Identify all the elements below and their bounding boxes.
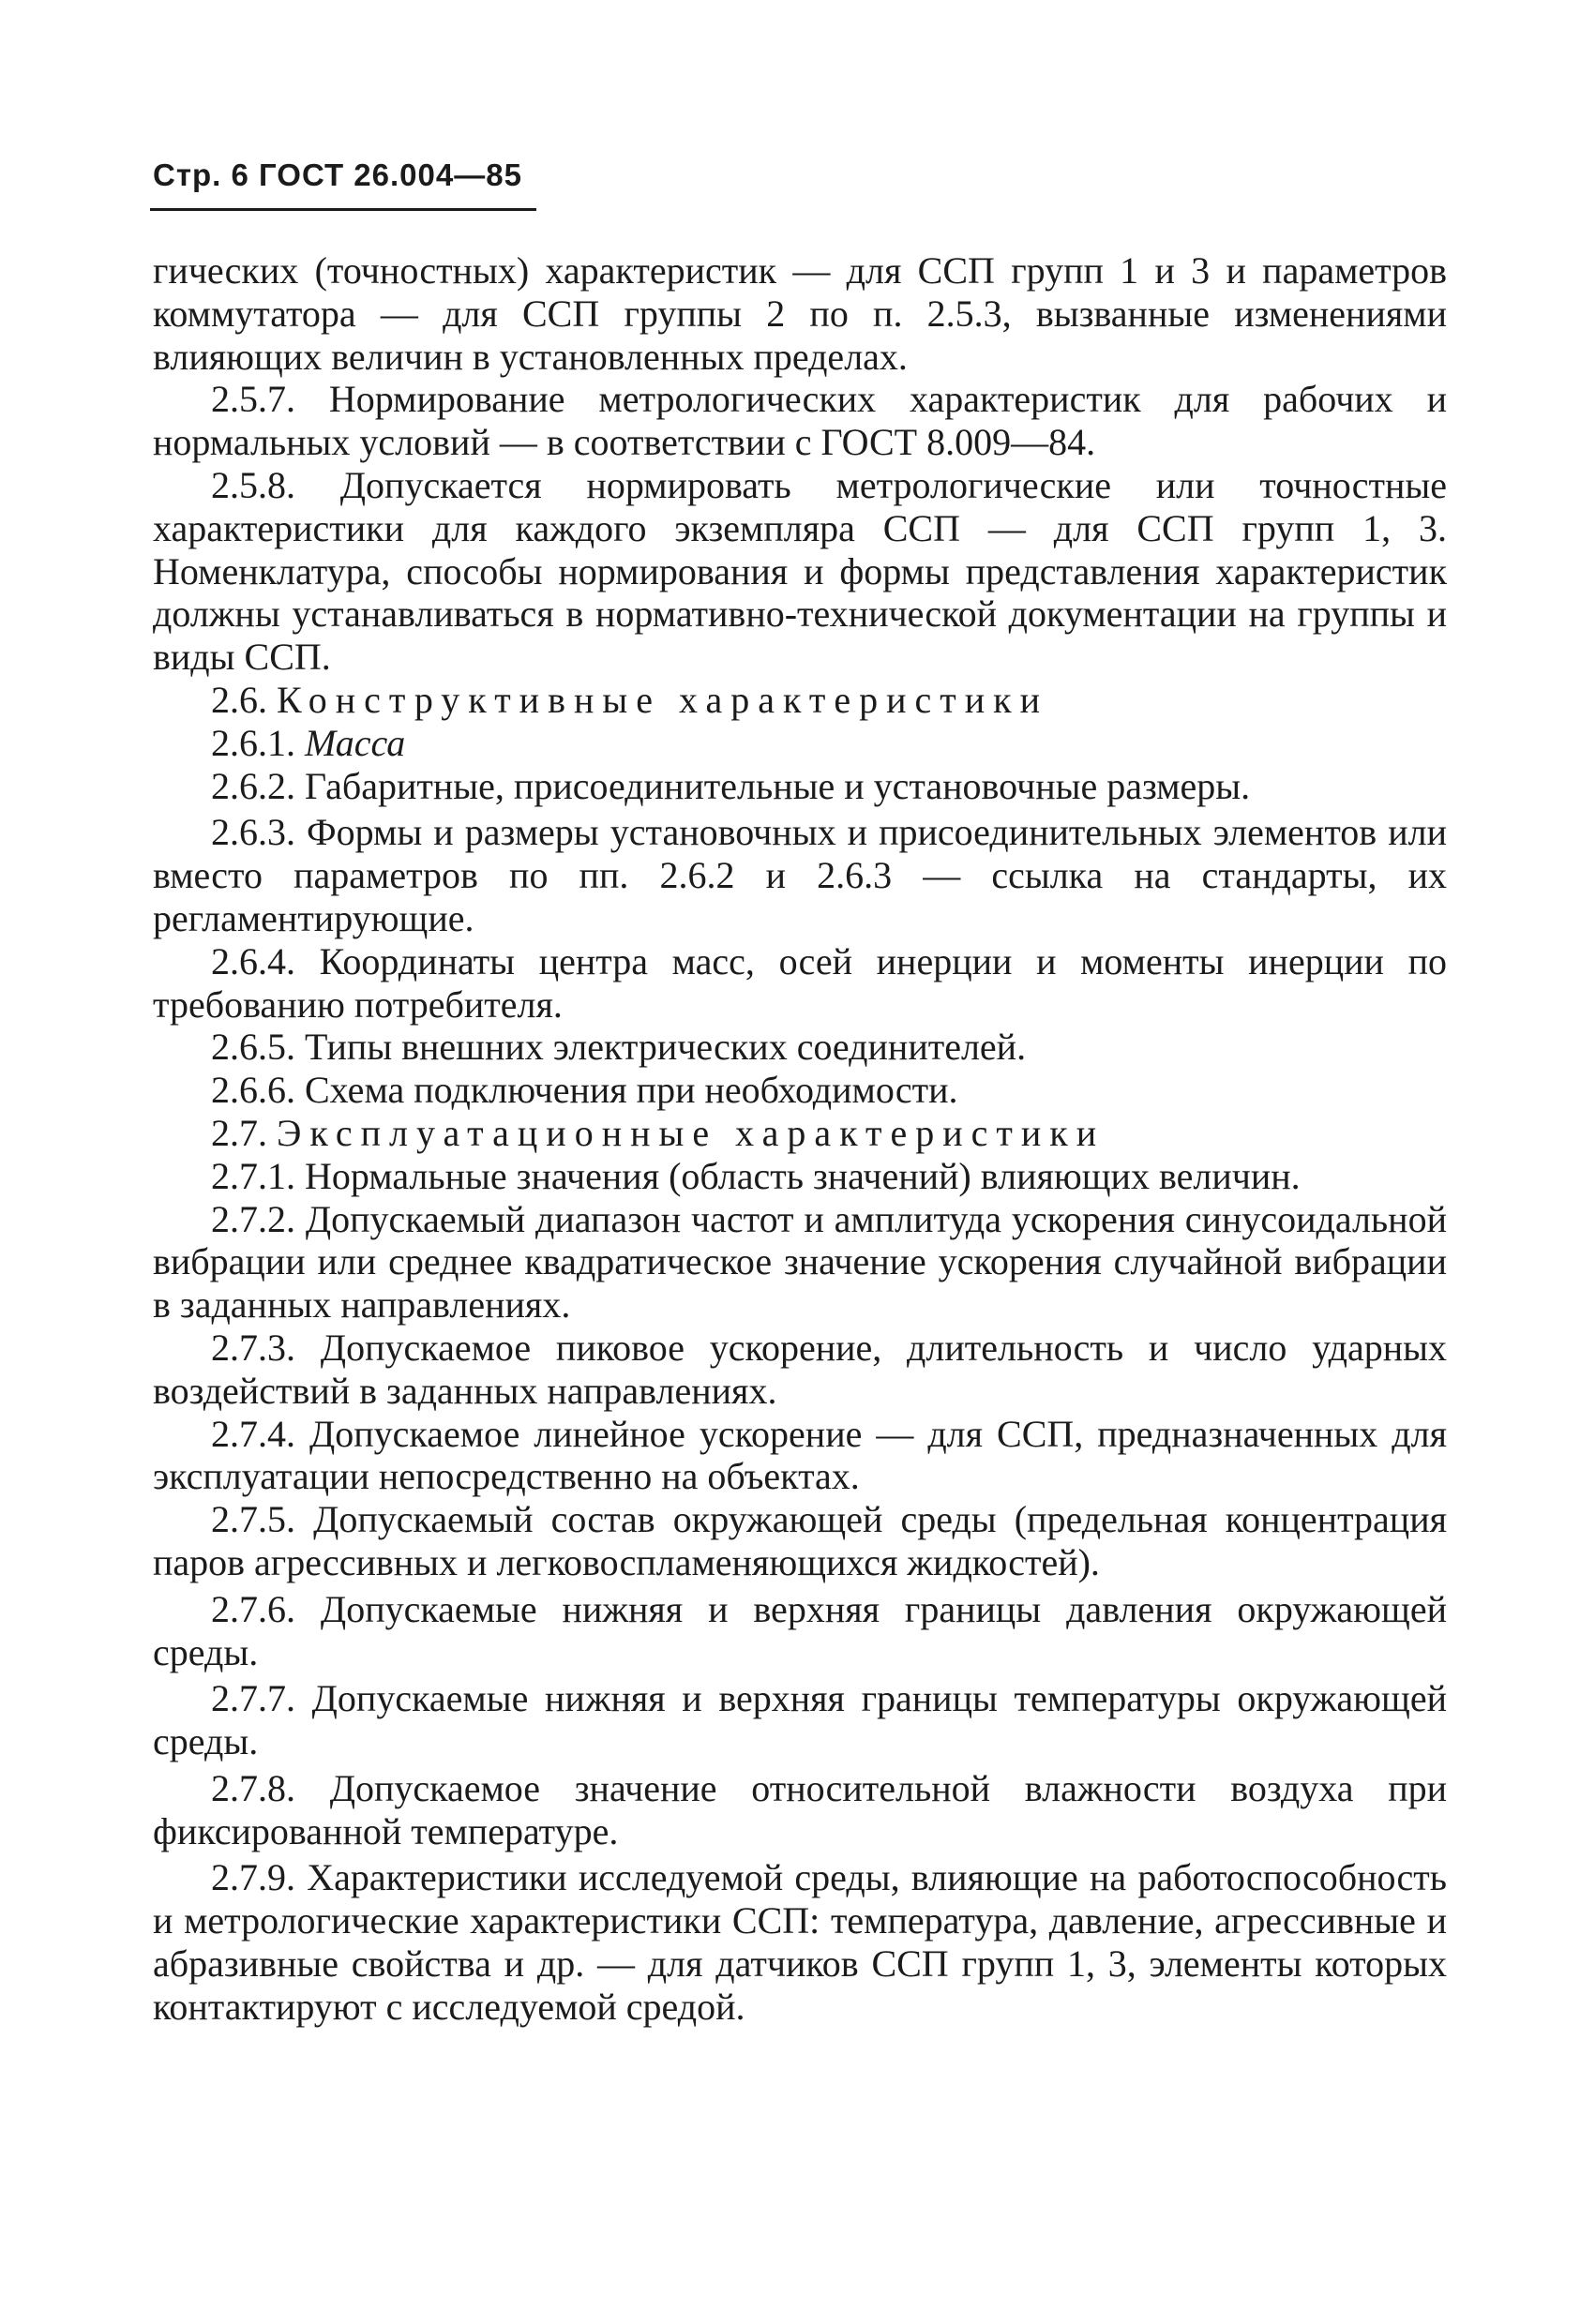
section-title: Конструктивные характеристики bbox=[277, 678, 1049, 721]
paragraph-2-7-6: 2.7.6. Допускаемые нижняя и верхняя границы давления окружающей среды. bbox=[153, 1587, 1447, 1673]
page-header bbox=[153, 157, 522, 193]
section-number: 2.6. bbox=[211, 678, 267, 721]
standard-designation: ГОСТ 26.004—85 bbox=[259, 157, 522, 192]
paragraph-2-7-8: 2.7.8. Допускаемое значение относительной влажности воздуха при фиксированной температуре. bbox=[153, 1766, 1447, 1852]
paragraph-2-7-5: 2.7.5. Допускаемый состав окружающей среды (предельная концентрация паров агрессивных и легковоспламеняющихся жидкостей). bbox=[153, 1498, 1447, 1583]
paragraph-2-7-4: 2.7.4. Допускаемое линейное ускорение — для ССП, предназначенных для эксплуатации непосредственно на объектах. bbox=[153, 1412, 1447, 1498]
item-number: 2.6.1. bbox=[211, 721, 295, 764]
paragraph-2-6-3: 2.6.3. Формы и размеры установочных и присоединительных элементов или вместо параметров по пп. 2.6.2 и 2.6.3 — ссылка на стандарты, их регламентирующие. bbox=[153, 811, 1447, 939]
paragraph-2-7-2: 2.7.2. Допускаемый диапазон частот и амплитуда ускорения синусоидальной вибрации или среднее квадратическое значение ускорения случайной вибрации в заданных направлениях. bbox=[153, 1197, 1447, 1327]
paragraph-2-7-7: 2.7.7. Допускаемые нижняя и верхняя границы температуры окружающей среды. bbox=[153, 1677, 1447, 1763]
section-heading-2-6 bbox=[153, 679, 1447, 722]
paragraph-2-6-6: 2.6.6. Схема подключения при необходимости. bbox=[211, 1069, 958, 1112]
document-body bbox=[153, 249, 1447, 2029]
section-heading-2-7 bbox=[153, 1112, 1447, 1155]
paragraph-2-7-9: 2.7.9. Характеристики исследуемой среды, влияющие на работоспособность и метрологические характеристики ССП: температура, давление, агрессивные и абразивные свойства и др. — для датчиков ССП групп 1, 3, элементы которых контактируют с исследуемой средой. bbox=[153, 1856, 1447, 2028]
paragraph-2-6-5: 2.6.5. Типы внешних электрических соединителей. bbox=[211, 1026, 1027, 1069]
section-title: Эксплуатационные характеристики bbox=[277, 1111, 1106, 1154]
paragraph-2-5-7: 2.5.7. Нормирование метрологических характеристик для рабочих и нормальных условий — в соответствии с ГОСТ 8.009—84. bbox=[153, 378, 1447, 464]
header-rule bbox=[150, 208, 536, 211]
page-number: Стр. 6 bbox=[153, 157, 249, 192]
paragraph-2-6-4: 2.6.4. Координаты центра масс, осей инерции и моменты инерции по требованию потребителя. bbox=[153, 939, 1447, 1026]
paragraph-2-7-3: 2.7.3. Допускаемое пиковое ускорение, длительность и число ударных воздействий в заданных направлениях. bbox=[153, 1326, 1447, 1412]
paragraph-2-7-1: 2.7.1. Нормальные значения (область значений) влияющих величин. bbox=[211, 1154, 1301, 1197]
paragraph-2-6-2: 2.6.2. Габаритные, присоединительные и установочные размеры. bbox=[211, 764, 1251, 807]
item-title: Масса bbox=[305, 721, 406, 764]
paragraph-2-6-1 bbox=[153, 722, 1447, 765]
section-number: 2.7. bbox=[211, 1111, 267, 1154]
paragraph-continuation: гических (точностных) характеристик — для ССП групп 1 и 3 и параметров коммутатора — для ССП группы 2 по п. 2.5.3, вызванные изменениями влияющих величин в установленных пределах. bbox=[153, 249, 1447, 378]
paragraph-2-5-8: 2.5.8. Допускается нормировать метрологические или точностные характеристики для каждого экземпляра ССП — для ССП групп 1, 3. Номенклатура, способы нормирования и формы представления характеристик должны устанавливаться в нормативно-технической документации на группы и виды ССП. bbox=[153, 463, 1447, 679]
